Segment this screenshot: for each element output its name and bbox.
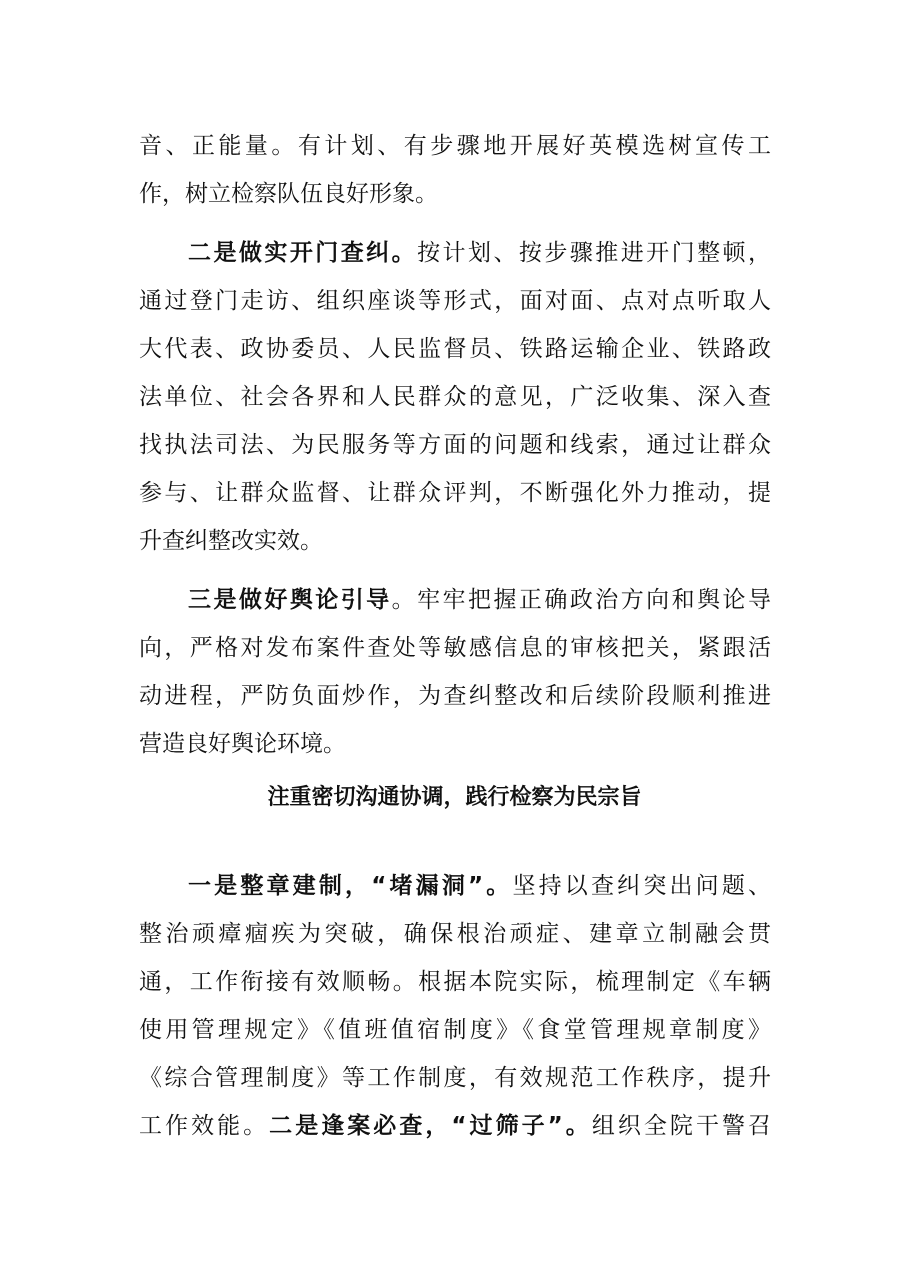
paragraph-text: 按计划、按步骤推进开门整顿， [417,240,772,266]
paragraph-lead: 一是整章建制，“堵漏洞”。 [188,873,513,899]
paragraph-line: 整治顽瘴痼疾为突破，确保根治顽症、建章立制融会贯 [139,921,771,947]
paragraph-first-line [188,576,771,624]
paragraph-line: 作，树立检察队伍良好形象。 [139,181,438,207]
paragraph-first-line [188,862,771,910]
paragraph-text: 组织全院干警召 [591,1113,772,1139]
paragraph-line: 参与、让群众监督、让群众评判，不断强化外力推动，提 [139,480,771,506]
paragraph-line: 《综合管理制度》等工作制度，有效规范工作秩序，提升 [139,1065,771,1091]
paragraph-line: 大代表、政协委员、人民监督员、铁路运输企业、铁路政 [139,336,771,362]
paragraph-line: 动进程，严防负面炒作，为查纠整改和后续阶段顺利推进 [139,683,771,709]
paragraph-text: 。牢牢把握正确政治方向和舆论导 [391,587,772,613]
paragraph-line: 找执法司法、为民服务等方面的问题和线索，通过让群众 [139,432,771,458]
paragraph-first-line [188,229,771,277]
paragraph-text: 坚持以查纠突出问题、 [512,873,772,899]
paragraph-line [139,1102,771,1150]
paragraph-text: 工作效能。 [139,1113,270,1139]
paragraph-line: 营造良好舆论环境。 [139,731,346,757]
paragraph-lead: 二是做实开门查纠。 [188,240,418,266]
paragraph-lead: 二是逢案必查，“过筛子”。 [269,1113,592,1139]
paragraph-line: 通过登门走访、组织座谈等形式，面对面、点对点听取人 [139,288,771,314]
paragraph-line: 法单位、社会各界和人民群众的意见，广泛收集、深入查 [139,384,771,410]
paragraph-line: 向，严格对发布案件查处等敏感信息的审核把关，紧跟活 [139,635,771,661]
paragraph-lead: 三是做好舆论引导 [188,587,392,613]
paragraph-line: 使用管理规定》《值班值宿制度》《食堂管理规章制度》 [139,1017,771,1043]
paragraph-line: 通，工作衔接有效顺畅。根据本院实际，梳理制定《车辆 [139,969,771,995]
paragraph-line: 音、正能量。有计划、有步骤地开展好英模选树宣传工 [139,133,771,159]
paragraph-line: 升查纠整改实效。 [139,528,323,554]
section-heading: 注重密切沟通协调，践行检察为民宗旨 [267,785,642,810]
